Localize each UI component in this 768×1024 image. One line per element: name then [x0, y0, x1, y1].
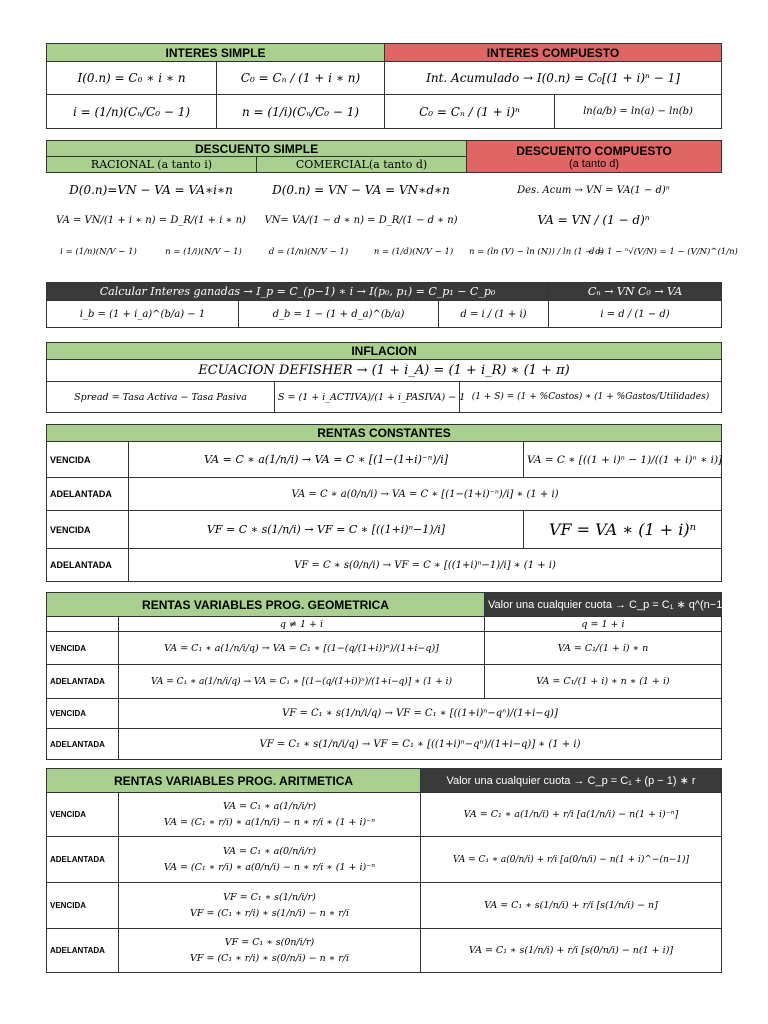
formula-cell	[119, 793, 421, 837]
formula: VA = (C₁ ∗ r/i) ∗ a(1/n/i) − n ∗ r/i ∗ (1 + i)⁻ⁿ	[163, 816, 376, 828]
formula: VA = C₁/(1 + i) ∗ n ∗ (1 + i)	[485, 665, 722, 699]
formula: VF = C ∗ s(1/n/i) → VF = C ∗ [((1+i)ⁿ−1)/i]	[129, 511, 524, 549]
formula: C₀ = Cₙ / (1 + i ∗ n)	[217, 62, 385, 95]
formula: VN= VA/(1 − d ∗ n) = D_R/(1 − d ∗ n)	[264, 214, 458, 226]
formula: C₀ = Cₙ / (1 + i)ⁿ	[385, 95, 555, 129]
row-label: ADELANTADA	[47, 478, 129, 511]
rentas-aritmetica-section	[46, 768, 721, 973]
row-label: ADELANTADA	[47, 665, 119, 699]
formula: VA = C₁ ∗ a(1/n/i/q) → VA = C₁ ∗ [(1−(q/(1+i))ⁿ)/(1+i−q)] ∗ (1 + i)	[119, 665, 485, 699]
calc-header: Calcular Interes ganadas → I_p = C_(p−1) ∗ i → I(p₀, p₁) = C_p₁ − C_p₀	[47, 283, 549, 301]
formula: VF = C₁ ∗ s(1/n/i/q) → VF = C₁ ∗ [((1+i)ⁿ−qⁿ)/(1+i−q)]	[119, 699, 722, 729]
formula: D(0.n)=VN − VA = VA∗i∗n	[69, 183, 233, 197]
formula: ln(a/b) = ln(a) − ln(b)	[555, 95, 722, 129]
formula: i = (1/n)(Cₙ/C₀ − 1)	[47, 95, 217, 129]
formula: VA = C ∗ [((1 + i)ⁿ − 1)/((1 + i)ⁿ ∗ i)]	[524, 442, 722, 478]
formula: VA = C₁ ∗ s(1/n/i) + r/i [s(0/n/i) − n(1 + i)]	[421, 929, 722, 973]
comercial-label: COMERCIAL(a tanto d)	[257, 157, 467, 173]
formula: i = d / (1 − d)	[549, 301, 722, 328]
formula: VA = C₁ ∗ a(1/n/i) + r/i [a(1/n/i) − n(1 + i)⁻ⁿ]	[421, 793, 722, 837]
descuento-compuesto-title: DESCUENTO COMPUESTO	[516, 143, 672, 158]
formula: i_b = (1 + i_a)^(b/a) − 1	[47, 301, 239, 328]
formula: n = (1/d)(N/V − 1)	[373, 247, 454, 257]
descuento-section	[46, 140, 738, 265]
formula: d = (1/n)(N/V − 1)	[268, 247, 349, 257]
formula: VF = VA ∗ (1 + i)ⁿ	[524, 511, 722, 549]
row-label: VENCIDA	[47, 699, 119, 729]
s-formula: S = (1 + i_ACTIVA)/(1 + i_PASIVA) − 1	[275, 382, 460, 413]
row-label: VENCIDA	[47, 511, 129, 549]
costos-formula: (1 + S) = (1 + %Costos) ∗ (1 + %Gastos/Utilidades)	[460, 382, 722, 413]
formula: d = 1 − ⁿ√(V/N) = 1 − (V/N)^(1/n)	[589, 247, 738, 257]
rentas-geometrica-section	[46, 592, 727, 760]
formula: i = (1/n)(N/V − 1)	[60, 247, 137, 257]
formula: VA = VN/(1 + i ∗ n) = D_R/(1 + i ∗ n)	[56, 214, 246, 226]
formula: VA = C₁/(1 + i) ∗ n	[485, 632, 722, 665]
descuento-compuesto-sub: (a tanto d)	[568, 157, 620, 170]
row-label: ADELANTADA	[47, 729, 119, 760]
col-header: q = 1 + i	[485, 617, 722, 632]
descuento-simple-header: DESCUENTO SIMPLE	[47, 141, 467, 157]
racional-label: RACIONAL (a tanto i)	[47, 157, 257, 173]
interes-section	[46, 43, 721, 129]
interes-compuesto-header: INTERES COMPUESTO	[385, 44, 722, 62]
descuento-compuesto-header	[467, 141, 722, 173]
formula: VA = C₁ ∗ a(1/n/i/r)	[222, 800, 317, 812]
spread-formula: Spread = Tasa Activa − Tasa Pasiva	[47, 382, 275, 413]
formula: VF = C₁ ∗ s(1/n/i/q) → VF = C₁ ∗ [((1+i)ⁿ−qⁿ)/(1+i−q)] ∗ (1 + i)	[119, 729, 722, 760]
rentas-aritmetica-header: RENTAS VARIABLES PROG. ARITMETICA	[47, 769, 421, 793]
row-label: ADELANTADA	[47, 929, 119, 973]
rentas-constantes-header: RENTAS CONSTANTES	[47, 425, 722, 442]
formula: n = (1/i)(Cₙ/C₀ − 1)	[217, 95, 385, 129]
formula: VF = (C₁ ∗ r/i) ∗ s(1/n/i) − n ∗ r/i	[190, 907, 349, 919]
formula: VA = C₁ ∗ a(1/n/i/q) → VA = C₁ ∗ [(1−(q/(1+i))ⁿ)/(1+i−q)]	[119, 632, 485, 665]
row-label: VENCIDA	[47, 883, 119, 929]
formula: VF = C ∗ s(0/n/i) → VF = C ∗ [((1+i)ⁿ−1)/i] ∗ (1 + i)	[129, 549, 722, 582]
formula: n = (1/i)(N/V − 1)	[165, 247, 242, 257]
formula: VF = C₁ ∗ s(0n/i/r)	[224, 936, 315, 948]
formula: d_b = 1 − (1 + d_a)^(b/a)	[239, 301, 439, 328]
rentas-constantes-section	[46, 424, 721, 582]
row-label: ADELANTADA	[47, 837, 119, 883]
inflacion-header: INFLACION	[47, 343, 722, 360]
formula: Des. Acum → VN = VA(1 − d)ⁿ	[517, 184, 670, 196]
col-header: q ≠ 1 + i	[119, 617, 485, 632]
formula-cell	[119, 883, 421, 929]
formula: Int. Acumulado → I(0.n) = C₀[(1 + i)ⁿ − 1]	[385, 62, 722, 95]
row-label: VENCIDA	[47, 632, 119, 665]
formula: VF = C₁ ∗ s(1/n/i/r)	[223, 891, 316, 903]
row-label: ADELANTADA	[47, 549, 129, 582]
formula: VA = C₁ ∗ a(0/n/i) + r/i [a(0/n/i) − n(1 + i)^−(n−1)]	[421, 837, 722, 883]
formula: VA = (C₁ ∗ r/i) ∗ a(0/n/i) − n ∗ r/i ∗ (1 + i)⁻ⁿ	[163, 861, 376, 873]
formula: D(0.n) = VN − VA = VN∗d∗n	[272, 183, 450, 197]
calc-section	[46, 282, 721, 328]
formula: VA = C ∗ a(0/n/i) → VA = C ∗ [(1−(1+i)⁻ⁿ)/i] ∗ (1 + i)	[129, 478, 722, 511]
formula: VA = C ∗ a(1/n/i) → VA = C ∗ [(1−(1+i)⁻ⁿ)/i]	[129, 442, 524, 478]
cn-c0-header: Cₙ → VN C₀ → VA	[549, 283, 722, 301]
cuota-aritmetica: Valor una cualquier cuota → C_p = C₁ + (p − 1) ∗ r	[421, 769, 722, 793]
row-label: VENCIDA	[47, 442, 129, 478]
formula: d = i / (1 + i)	[439, 301, 549, 328]
interes-simple-header: INTERES SIMPLE	[47, 44, 385, 62]
formula: VA = VN / (1 − d)ⁿ	[537, 213, 650, 227]
formula: I(0.n) = C₀ ∗ i ∗ n	[47, 62, 217, 95]
inflacion-section	[46, 342, 721, 413]
formula: VA = C₁ ∗ a(0/n/i/r)	[222, 845, 317, 857]
row-label: VENCIDA	[47, 793, 119, 837]
formula: n = (ln (V) − ln (N)) / ln (1 − d)	[469, 247, 604, 257]
formula: VA = C₁ ∗ s(1/n/i) + r/i [s(1/n/i) − n]	[421, 883, 722, 929]
formula-cell	[119, 929, 421, 973]
fisher-formula: ECUACION DEFISHER → (1 + i_A) = (1 + i_R) ∗ (1 + π)	[47, 360, 722, 382]
rentas-geometrica-header: RENTAS VARIABLES PROG. GEOMETRICA	[47, 593, 485, 617]
formula: VF = (C₁ ∗ r/i) ∗ s(0/n/i) − n ∗ r/i	[190, 952, 349, 964]
cuota-geometrica: Valor una cualquier cuota → C_p = C₁ ∗ q^(n−1)	[485, 593, 722, 617]
formula-cell	[119, 837, 421, 883]
